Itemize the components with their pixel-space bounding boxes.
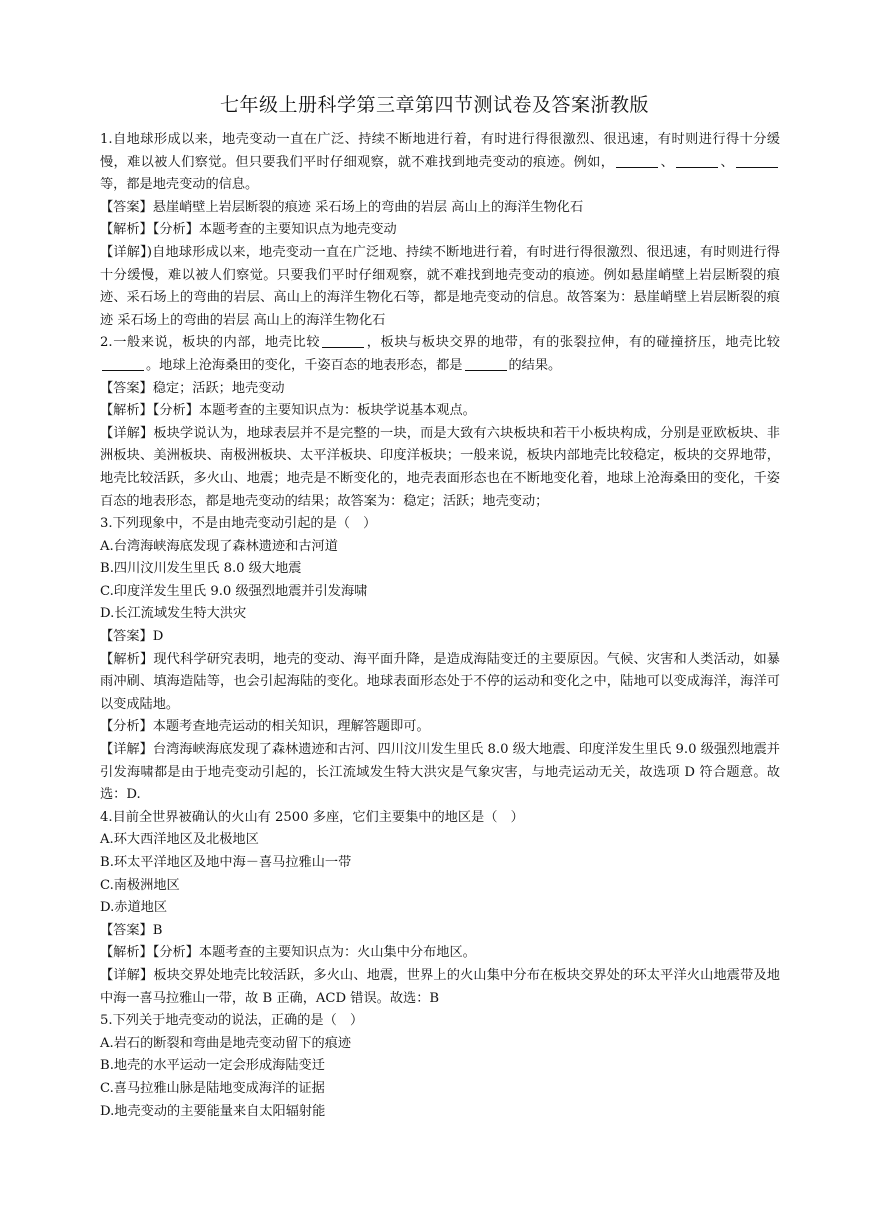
document-body	[100, 129, 780, 1123]
question-3-fenxi: 【分析】本题考查地壳运动的相关知识，理解答题即可。	[100, 719, 430, 735]
answer-blank[interactable]	[465, 356, 507, 371]
answer-blank[interactable]	[676, 153, 718, 168]
question-5-option-b: B.地壳的水平运动一定会形成海陆变迁	[100, 1058, 325, 1074]
question-3-answer: 【答案】D	[100, 629, 164, 645]
question-5-option-c: C.喜马拉雅山脉是陆地变成海洋的证据	[100, 1080, 325, 1096]
question-2-detail: 【详解】板块学说认为，地球表层并不是完整的一块，而是大致有六块板块和若干小板块构成，分别是亚欧板块、非洲板块、美洲板块、南极洲板块、太平洋板块、印度洋板块；一般来说，板块内部地壳比较稳定，板块的交界地带，地壳比较活跃，多火山、地震；地壳是不断变化的，地壳表面形态也在不断地变化着，地球上沧海桑田的变化，千姿百态的地表形态，都是地壳变动的结果；故答案为：稳定；活跃；地壳变动；	[100, 425, 780, 509]
answer-blank[interactable]	[616, 153, 658, 168]
answer-blank[interactable]	[322, 333, 364, 348]
answer-blank[interactable]	[102, 356, 144, 371]
question-3-option-b: B.四川汶川发生里氏 8.0 级大地震	[100, 561, 302, 577]
question-4-answer: 【答案】B	[100, 922, 163, 938]
question-1-analysis: 【解析】【分析】本题考查的主要知识点为地壳变动	[100, 222, 397, 238]
question-4-analysis: 【解析】【分析】本题考查的主要知识点为：火山集中分布地区。	[100, 945, 476, 961]
question-3-option-d: D.长江流域发生特大洪灾	[100, 606, 247, 622]
question-3-detail: 【详解】台湾海峡海底发现了森林遗迹和古河、四川汶川发生里氏 8.0 级大地震、印度洋发生里氏 9.0 级强烈地震并引发海啸都是由于地壳变动引起的，长江流域发生特大洪灾是气象灾害，与地壳运动无关，故选项 D 符合题意。故选：D.	[100, 742, 780, 803]
question-2-analysis: 【解析】【分析】本题考查的主要知识点为：板块学说基本观点。	[100, 403, 476, 419]
question-5-option-a: A.岩石的断裂和弯曲是地壳变动留下的痕迹	[100, 1035, 352, 1051]
question-1-stem: 1.自地球形成以来，地壳变动一直在广泛、持续不断地进行着，有时进行得很激烈、很迅速，有时则进行得十分缓慢，难以被人们察觉。但只要我们平时仔细观察，就不难找到地壳变动的痕迹。例如， 、 、等，都是地壳变动的信息。	[100, 132, 780, 193]
question-4-option-a: A.环大西洋地区及北极地区	[100, 832, 259, 848]
question-4-detail: 【详解】板块交界处地壳比较活跃，多火山、地震，世界上的火山集中分布在板块交界处的环太平洋火山地震带及地中海一喜马拉雅山一带，故 B 正确，ACD 错误。故选：B	[100, 967, 780, 1006]
question-4-option-c: C.南极洲地区	[100, 877, 180, 893]
question-4-option-b: B.环太平洋地区及地中海－喜马拉雅山一带	[100, 855, 352, 870]
answer-blank[interactable]	[736, 153, 778, 168]
question-4-stem: 4.目前全世界被确认的火山有 2500 多座，它们主要集中的地区是（ ）	[100, 809, 524, 825]
question-1-answer: 【答案】悬崖峭壁上岩层断裂的痕迹 采石场上的弯曲的岩层 高山上的海洋生物化石	[100, 199, 584, 215]
question-3-analysis: 【解析】现代科学研究表明，地壳的变动、海平面升降，是造成海陆变迁的主要原因。气候、灾害和人类活动，如暴雨冲刷、填海造陆等，也会引起海陆的变化。地球表面形态处于不停的运动和变化之中，陆地可以变成海洋，海洋可以变成陆地。	[100, 651, 780, 712]
question-4-option-d: D.赤道地区	[100, 900, 168, 916]
question-3-option-a: A.台湾海峡海底发现了森林遗迹和古河道	[100, 538, 338, 554]
question-1-detail: 【详解】)自地球形成以来，地壳变动一直在广泛地、持续不断地进行着，有时进行得很激烈、很迅速，有时则进行得十分缓慢，难以被人们察觉。只要我们平时仔细观察，就不难找到地壳变动的痕迹。例如悬崖峭壁上岩层断裂的痕迹、采石场上的弯曲的岩层、高山上的海洋生物化石等，都是地壳变动的信息。故答案为：悬崖峭壁上岩层断裂的痕迹 采石场上的弯曲的岩层 高山上的海洋生物化石	[100, 244, 780, 328]
question-2-answer: 【答案】稳定；活跃；地壳变动	[100, 380, 285, 396]
question-5-stem: 5.下列关于地壳变动的说法，正确的是（ ）	[100, 1013, 364, 1029]
document-title: 七年级上册科学第三章第四节测试卷及答案浙教版	[219, 94, 649, 116]
question-3-option-c: C.印度洋发生里氏 9.0 级强烈地震并引发海啸	[100, 583, 368, 599]
question-3-stem: 3.下列现象中，不是由地壳变动引起的是（ ）	[100, 516, 377, 532]
question-5-option-d: D.地壳变动的主要能量来自太阳辐射能	[100, 1103, 326, 1119]
question-2-stem: 2.一般来说，板块的内部，地壳比较 ，板块与板块交界的地带，有的张裂拉伸，有的碰撞挤压，地壳比较。地球上沧海桑田的变化，千姿百态的地表形态，都是 的结果。	[100, 335, 780, 373]
